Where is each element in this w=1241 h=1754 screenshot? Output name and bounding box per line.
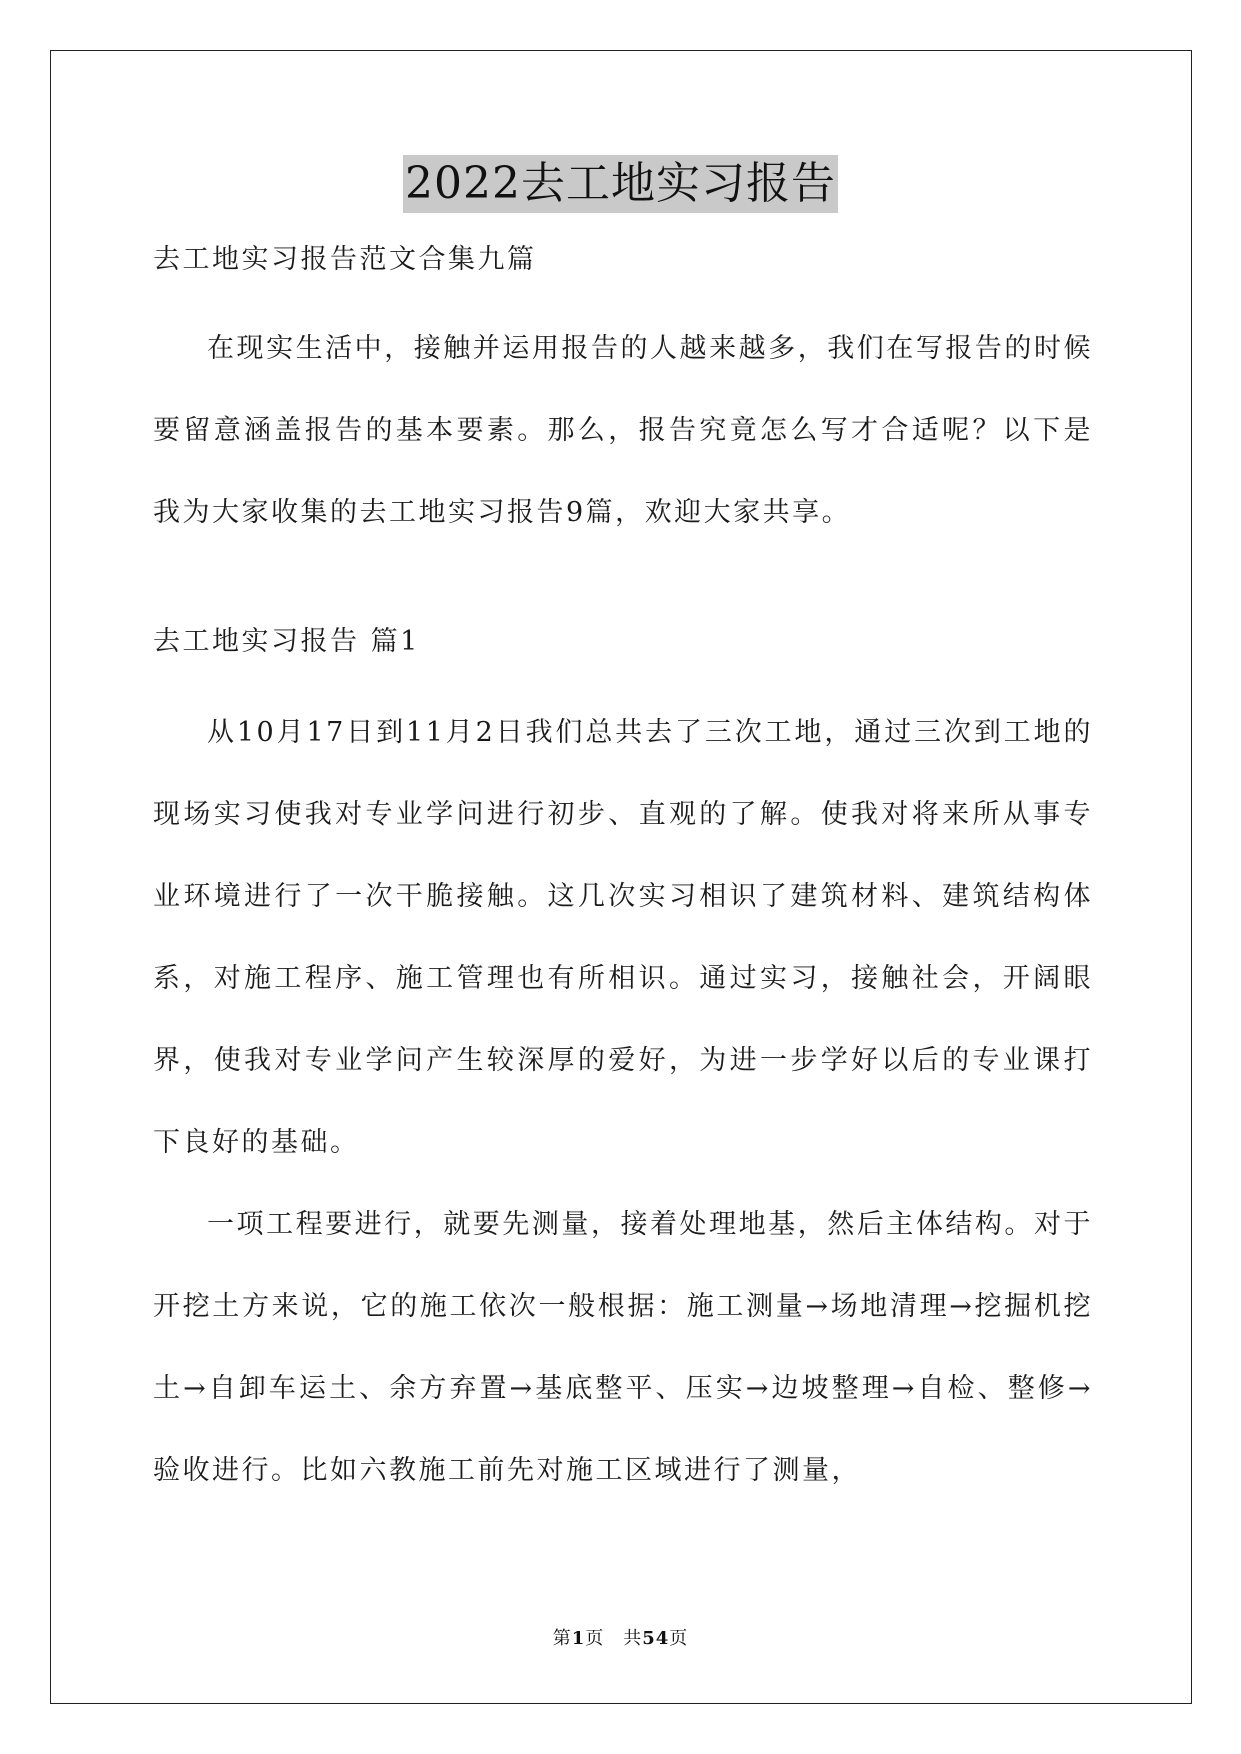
footer-middle: 页 共 [585,1628,643,1649]
page-footer [0,1624,1241,1650]
document-title: 2022去工地实习报告 [403,155,838,213]
footer-prefix: 第 [552,1628,572,1649]
footer-current-page: 1 [571,1628,586,1649]
document-subtitle: 去工地实习报告范文合集九篇 [153,244,537,275]
body-paragraph-2: 一项工程要进行，就要先测量，接着处理地基，然后主体结构。对于开挖土方来说，它的施工依次一般根据：施工测量→场地清理→挖掘机挖土→自卸车运土、余方弃置→基底整平、压实→边坡整理→自检、整修→验收进行。比如六教施工前先对施工区域进行了测量， [153,1209,1093,1486]
intro-paragraph: 在现实生活中，接触并运用报告的人越来越多，我们在写报告的时候要留意涵盖报告的基本要素。那么，报告究竟怎么写才合适呢？以下是我为大家收集的去工地实习报告9篇，欢迎大家共享。 [153,333,1093,528]
title-container [0,155,1241,213]
document-body [153,240,1093,1512]
section-heading: 去工地实习报告 篇1 [153,626,420,657]
body-paragraph-1: 从10月17日到11月2日我们总共去了三次工地，通过三次到工地的现场实习使我对专业学问进行初步、直观的了解。使我对将来所从事专业环境进行了一次干脆接触。这几次实习相识了建筑材料、建筑结构体系，对施工程序、施工管理也有所相识。通过实习，接触社会，开阔眼界，使我对专业学问产生较深厚的爱好，为进一步学好以后的专业课打下良好的基础。 [153,717,1093,1158]
footer-suffix: 页 [669,1628,689,1649]
footer-total-pages: 54 [642,1628,670,1649]
